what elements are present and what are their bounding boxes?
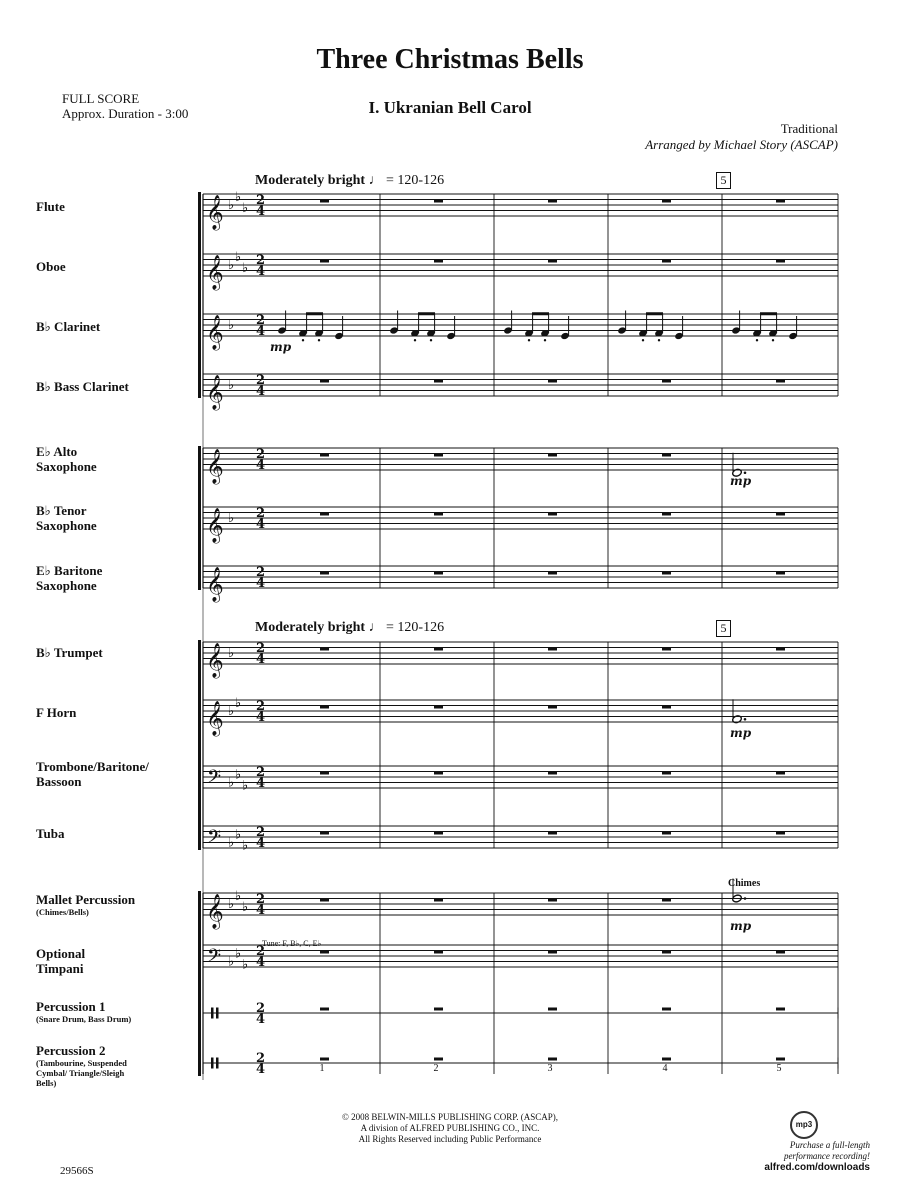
staccato-dot xyxy=(658,339,660,341)
notation-glyph: ♭ xyxy=(228,646,235,661)
notation-glyph: 4 xyxy=(256,710,266,725)
notation-glyph: 2 xyxy=(256,825,266,840)
notation-glyph: 𝄢 xyxy=(207,946,222,971)
whole-rest xyxy=(320,513,329,516)
instrument-name: Optional Timpani xyxy=(36,946,86,976)
notation-glyph: ♭ xyxy=(235,827,242,843)
beam xyxy=(532,312,549,315)
notation-glyph: 4 xyxy=(256,1062,266,1077)
staccato-dot xyxy=(430,339,432,341)
whole-rest xyxy=(434,513,443,516)
notation-glyph: 4 xyxy=(256,652,266,667)
staccato-dot xyxy=(756,339,758,341)
whole-rest xyxy=(434,899,443,902)
instrument-name: Tuba xyxy=(36,826,65,841)
whole-rest xyxy=(662,706,671,709)
notation-glyph: ♭ xyxy=(235,767,242,783)
whole-rest xyxy=(434,1058,443,1061)
movement-title: I. Ukranian Bell Carol xyxy=(368,98,532,117)
whole-rest xyxy=(548,200,557,203)
whole-rest xyxy=(776,951,785,954)
system-bracket xyxy=(198,192,201,398)
notation-glyph: 2 xyxy=(256,944,266,959)
whole-rest xyxy=(320,1058,329,1061)
notation-glyph: 𝄞 xyxy=(206,894,224,929)
staccato-dot xyxy=(528,339,530,341)
whole-rest xyxy=(548,260,557,263)
whole-rest xyxy=(776,832,785,835)
notation-glyph: 4 xyxy=(256,576,266,591)
instrument-name: E♭ Alto Saxophone xyxy=(36,444,97,474)
whole-rest xyxy=(548,572,557,575)
whole-rest xyxy=(548,454,557,457)
staccato-dot xyxy=(414,339,416,341)
whole-rest xyxy=(662,572,671,575)
whole-rest xyxy=(662,200,671,203)
notation-glyph: ♭ xyxy=(228,258,235,273)
whole-rest xyxy=(320,832,329,835)
notation-glyph: 2 xyxy=(256,892,266,907)
notation-glyph: ♭ xyxy=(242,957,249,973)
whole-rest xyxy=(320,572,329,575)
whole-rest xyxy=(776,572,785,575)
notation-glyph: 4 xyxy=(256,776,266,791)
notation-glyph: ♭ xyxy=(235,695,242,711)
notation-glyph: mp xyxy=(730,919,752,933)
measure-number: 1 xyxy=(319,1063,325,1074)
whole-rest xyxy=(548,380,557,383)
instrument-name: Flute xyxy=(36,199,65,214)
rehearsal-mark: 5 xyxy=(716,172,731,189)
system-bracket xyxy=(198,446,201,590)
notation-glyph: 𝄞 xyxy=(206,315,224,350)
instrument-name: Oboe xyxy=(36,259,66,274)
whole-rest xyxy=(662,951,671,954)
whole-rest xyxy=(662,772,671,775)
staccato-dot xyxy=(544,339,546,341)
whole-rest xyxy=(434,772,443,775)
whole-rest xyxy=(548,513,557,516)
notation-glyph: 4 xyxy=(256,517,266,532)
notation-glyph: 4 xyxy=(256,955,266,970)
whole-rest xyxy=(434,1008,443,1011)
whole-rest xyxy=(662,648,671,651)
composer: Traditional xyxy=(780,121,838,136)
instrument-name: F Horn xyxy=(36,705,77,720)
beam xyxy=(306,312,323,315)
instrument-name: Trombone/Baritone/ Bassoon xyxy=(36,759,149,789)
whole-rest xyxy=(320,200,329,203)
staccato-dot xyxy=(318,339,320,341)
notation-glyph: ♭ xyxy=(242,838,249,854)
mp3-icon: mp3 xyxy=(790,1111,818,1139)
whole-rest xyxy=(662,380,671,383)
whole-rest xyxy=(548,899,557,902)
notation-glyph: 2 xyxy=(256,313,266,328)
notation-glyph: 𝄞 xyxy=(206,567,224,602)
notation-glyph: ♭ xyxy=(235,189,242,205)
notation-glyph: 2 xyxy=(256,1051,266,1066)
whole-rest xyxy=(548,772,557,775)
notation-glyph: ♭ xyxy=(228,835,235,851)
whole-rest xyxy=(320,772,329,775)
notation-glyph: mp xyxy=(270,340,292,354)
whole-rest xyxy=(662,1008,671,1011)
instrument-name: B♭ Bass Clarinet xyxy=(36,379,129,394)
notation-glyph: 𝄢 xyxy=(207,767,222,792)
notation-glyph: 𝄞 xyxy=(206,449,224,484)
score-type: FULL SCORE xyxy=(62,91,140,106)
notation-glyph: ♭ xyxy=(228,511,235,526)
measure-number: 3 xyxy=(547,1063,553,1074)
notation-glyph: 𝄞 xyxy=(206,375,224,410)
notation-glyph: ♭ xyxy=(228,318,235,333)
staccato-dot xyxy=(772,339,774,341)
rehearsal-mark: 5 xyxy=(716,620,731,637)
whole-rest xyxy=(434,454,443,457)
dot xyxy=(744,718,747,721)
whole-rest xyxy=(776,1058,785,1061)
whole-rest xyxy=(548,832,557,835)
notation-glyph: 4 xyxy=(256,836,266,851)
score-title: Three Christmas Bells xyxy=(316,44,584,75)
notation-glyph: 2 xyxy=(256,373,266,388)
whole-rest xyxy=(320,1008,329,1011)
notation-glyph: 4 xyxy=(256,1012,266,1027)
whole-rest xyxy=(434,572,443,575)
notation-glyph: 4 xyxy=(256,903,266,918)
notation-glyph: 2 xyxy=(256,1001,266,1016)
whole-rest xyxy=(662,1058,671,1061)
notation-marks xyxy=(198,190,798,1077)
notation-glyph: ♭ xyxy=(228,775,235,791)
notation-glyph: ♭ xyxy=(228,954,235,970)
chimes-label: Chimes xyxy=(728,878,761,889)
staccato-dot xyxy=(302,339,304,341)
whole-rest xyxy=(434,706,443,709)
whole-rest xyxy=(434,260,443,263)
notation-glyph: 2 xyxy=(256,447,266,462)
promo-link[interactable]: alfred.com/downloads xyxy=(764,1162,870,1173)
notation-glyph: ♭ xyxy=(242,899,249,915)
system-bracket xyxy=(198,640,201,850)
whole-rest xyxy=(320,380,329,383)
notation-glyph: 𝄞 xyxy=(206,195,224,230)
promo-text: Purchase a full-length performance recording! alfred.com/downloads xyxy=(764,1140,870,1173)
instrument-name: B♭ Trumpet xyxy=(36,645,103,660)
instrument-name: Mallet Percussion (Chimes/Bells) xyxy=(36,892,136,917)
notation-glyph: 4 xyxy=(256,384,266,399)
timpani-tuning: Tune: F, B♭, C, E♭ xyxy=(262,939,322,948)
notation-glyph: 4 xyxy=(256,324,266,339)
catalog-code: 29566S xyxy=(60,1165,94,1177)
instrument-name: B♭ Clarinet xyxy=(36,319,101,334)
whole-rest xyxy=(662,832,671,835)
notation-glyph: mp xyxy=(730,726,752,740)
measure-number: 4 xyxy=(662,1063,668,1074)
notation-glyph: 4 xyxy=(256,458,266,473)
percussion-clef xyxy=(216,1008,219,1019)
whole-rest xyxy=(320,951,329,954)
notation-glyph: 𝄢 xyxy=(207,827,222,852)
whole-rest xyxy=(662,899,671,902)
whole-rest xyxy=(776,200,785,203)
notation-glyph: 2 xyxy=(256,565,266,580)
percussion-clef xyxy=(211,1008,214,1019)
whole-rest xyxy=(434,380,443,383)
whole-rest xyxy=(776,513,785,516)
notation-glyph: ♭ xyxy=(235,888,242,904)
whole-rest xyxy=(776,1008,785,1011)
notation-glyph: ♭ xyxy=(228,704,235,719)
whole-rest xyxy=(776,772,785,775)
notation-glyph: 2 xyxy=(256,641,266,656)
notation-glyph: ♭ xyxy=(235,946,242,962)
whole-rest xyxy=(776,648,785,651)
instrument-name: B♭ Tenor Saxophone xyxy=(36,503,97,533)
notation-glyph: 2 xyxy=(256,506,266,521)
whole-rest xyxy=(548,951,557,954)
whole-rest xyxy=(434,648,443,651)
beam xyxy=(760,312,777,315)
notation-glyph: 𝄞 xyxy=(206,643,224,678)
whole-rest xyxy=(548,1008,557,1011)
staccato-dot xyxy=(642,339,644,341)
whole-rest xyxy=(434,832,443,835)
whole-rest xyxy=(662,454,671,457)
duration: Approx. Duration - 3:00 xyxy=(62,106,189,121)
measure-number: 2 xyxy=(433,1063,439,1074)
whole-rest xyxy=(662,513,671,516)
system-bracket xyxy=(198,891,201,1076)
tempo-marking-woodwinds: Moderately bright ♩ = 120-126 xyxy=(255,173,445,188)
notation-glyph: mp xyxy=(730,474,752,488)
notation-glyph: 𝄞 xyxy=(206,508,224,543)
notation-glyph: ♭ xyxy=(242,200,249,216)
notation-glyph: 2 xyxy=(256,699,266,714)
notation-glyph: 𝄞 xyxy=(206,255,224,290)
whole-rest xyxy=(320,706,329,709)
notation-glyph: ♭ xyxy=(228,378,235,393)
staff-lines xyxy=(203,194,838,1080)
whole-rest xyxy=(434,951,443,954)
notation-glyph: 2 xyxy=(256,765,266,780)
whole-rest xyxy=(320,260,329,263)
whole-rest xyxy=(548,706,557,709)
whole-rest xyxy=(548,1058,557,1061)
whole-rest xyxy=(320,454,329,457)
dot xyxy=(744,897,747,900)
whole-rest xyxy=(320,899,329,902)
measure-number: 5 xyxy=(776,1063,782,1074)
notation-glyph: ♭ xyxy=(242,778,249,794)
tempo-marking-brass: Moderately bright ♩ = 120-126 xyxy=(255,620,445,635)
notation-glyph: 𝄞 xyxy=(206,701,224,736)
whole-rest xyxy=(776,380,785,383)
whole-rest xyxy=(434,200,443,203)
copyright: © 2008 BELWIN-MILLS PUBLISHING CORP. (ASCAP), A division of ALFRED PUBLISHING CO., INC. All Rights Reserved including Public Performance xyxy=(342,1112,558,1144)
notation-glyph: 2 xyxy=(256,253,266,268)
whole-rest xyxy=(662,260,671,263)
notation-glyph: 4 xyxy=(256,264,266,279)
percussion-clef xyxy=(216,1058,219,1069)
notation-glyph: 2 xyxy=(256,193,266,208)
notation-glyph: ♭ xyxy=(228,198,235,213)
beam xyxy=(646,312,663,315)
whole-rest xyxy=(320,648,329,651)
instrument-name: Percussion 2 (Tambourine, Suspended Cymbal/ Triangle/Sleigh Bells) xyxy=(36,1043,127,1088)
notation-glyph: ♭ xyxy=(242,260,249,276)
whole-rest xyxy=(776,260,785,263)
arranger: Arranged by Michael Story (ASCAP) xyxy=(645,137,838,152)
beam xyxy=(418,312,435,315)
instrument-name: E♭ Baritone Saxophone xyxy=(36,563,103,593)
instrument-name: Percussion 1 (Snare Drum, Bass Drum) xyxy=(36,999,132,1024)
whole-rest xyxy=(548,648,557,651)
notation-glyph: ♭ xyxy=(235,249,242,265)
notation-glyph: 4 xyxy=(256,204,266,219)
percussion-clef xyxy=(211,1058,214,1069)
notation-glyph: ♭ xyxy=(228,897,235,912)
